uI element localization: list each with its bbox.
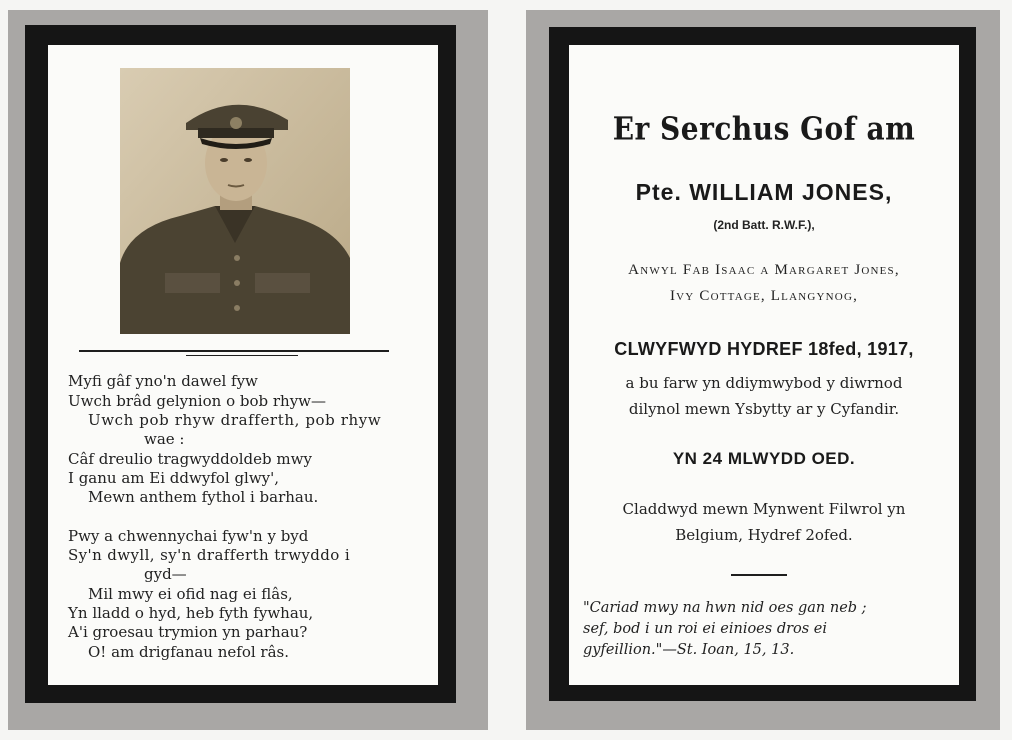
poem-line: Myfi gâf yno'n dawel fyw <box>68 372 258 390</box>
burial-line-1: Claddwyd mewn Mynwent Filwrol yn <box>622 500 906 518</box>
divider-right <box>731 574 787 576</box>
poem-line: wae : <box>144 430 185 448</box>
poem-line: Pwy a chwennychai fyw'n y byd <box>68 527 309 545</box>
poem-line: gyd— <box>144 565 187 583</box>
death-line-2: dilynol mewn Ysbytty ar y Cyfandir. <box>628 400 900 418</box>
parents-line: Anwyl Fab Isaac a Margaret Jones, <box>628 262 900 278</box>
poem-line: Câf dreulio tragwyddoldeb mwy <box>68 450 312 468</box>
battalion: (2nd Batt. R.W.F.), <box>713 218 815 232</box>
poem-line: Mil mwy ei ofid nag ei flâs, <box>88 585 293 603</box>
soldier-name: Pte. WILLIAM JONES, <box>635 179 893 205</box>
poem-line: Mewn anthem fythol i barhau. <box>88 488 319 506</box>
memorial-heading: Er Serchus Gof am <box>612 109 916 148</box>
poem-line: A'i groesau trymion yn parhau? <box>68 623 308 641</box>
poem-line: Uwch brâd gelynion o bob rhyw— <box>68 392 327 410</box>
poem-line: I ganu am Ei ddwyfol glwy', <box>68 469 280 487</box>
death-line-1: a bu farw yn ddiymwybod y diwrnod <box>625 374 903 392</box>
poem-line: O! am drigfanau nefol râs. <box>88 643 289 661</box>
scripture-quote-line: gyfeillion."—St. Ioan, 15, 13. <box>583 642 795 658</box>
age-line: YN 24 MLWYDD OED. <box>672 449 856 468</box>
poem-line: Uwch pob rhyw drafferth, pob rhyw <box>88 411 382 429</box>
soldier-portrait-photo <box>120 68 350 334</box>
divider-long <box>79 350 389 352</box>
poem-line: Yn lladd o hyd, heb fyth fywhau, <box>68 604 314 622</box>
poem-line: Sy'n dwyll, sy'n drafferth trwyddo i <box>68 546 351 564</box>
address-line: Ivy Cottage, Llangynog, <box>669 288 859 304</box>
scripture-quote-line: sef, bod i un roi ei einioes dros ei <box>583 621 828 637</box>
divider-short <box>186 355 298 356</box>
scripture-quote-line: "Cariad mwy na hwn nid oes gan neb ; <box>583 600 867 616</box>
wounded-date: CLWYFWYD HYDREF 18fed, 1917, <box>614 339 914 359</box>
burial-line-2: Belgium, Hydref 2ofed. <box>675 526 853 544</box>
